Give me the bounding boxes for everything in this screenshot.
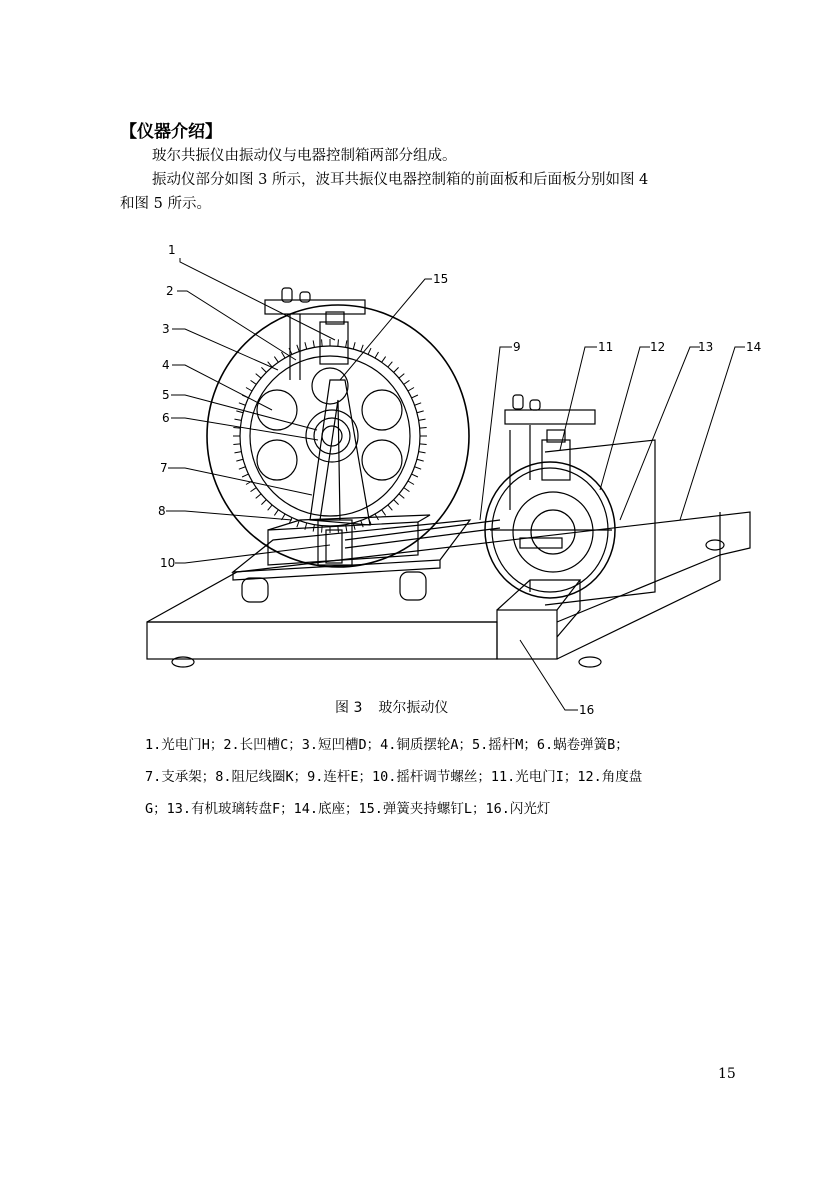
gear-tooth <box>382 357 386 363</box>
gear-tooth <box>408 388 414 392</box>
gear-tooth <box>419 452 426 453</box>
callout-8: 8 <box>158 504 166 518</box>
gear-tooth <box>404 488 410 492</box>
intro-paragraph-1: 玻尔共振仪由振动仪与电器控制箱两部分组成。 <box>152 148 457 164</box>
callout-13: 13 <box>698 340 714 354</box>
gear-tooth <box>233 444 240 445</box>
gear-tooth <box>399 494 404 498</box>
callout-3: 3 <box>162 322 170 336</box>
gear-tooth <box>234 419 241 420</box>
gear-tooth <box>274 357 278 363</box>
callout-15: 15 <box>433 272 449 286</box>
legend-line-3: G；13.有机玻璃转盘F；14.底座；15.弹簧夹持螺钉L；16.闪光灯 <box>145 801 551 817</box>
gear-tooth <box>305 523 307 530</box>
gear-tooth <box>368 348 371 354</box>
gear-tooth <box>404 380 410 384</box>
gear-tooth <box>239 467 246 469</box>
gear-tooth <box>236 459 243 461</box>
gear-tooth <box>233 428 240 429</box>
gear-tooth <box>239 403 246 405</box>
page-number: 15 <box>718 1066 736 1082</box>
gear-tooth <box>305 342 307 349</box>
gear-tooth <box>419 419 426 420</box>
callout-1: 1 <box>168 243 176 257</box>
gear-tooth <box>408 481 414 485</box>
gear-tooth <box>420 444 427 445</box>
gear-tooth <box>412 474 418 477</box>
gear-tooth <box>375 352 379 358</box>
gear-tooth <box>388 505 392 510</box>
gear-tooth <box>415 467 422 469</box>
gear-tooth <box>297 521 299 528</box>
gear-tooth <box>313 340 314 347</box>
callout-4: 4 <box>162 358 170 372</box>
gear-tooth <box>361 345 363 352</box>
figure-number: 图 3 <box>335 700 363 716</box>
legend-line-2: 7.支承架；8.阻尼线圈K；9.连杆E；10.摇杆调节螺丝；11.光电门I；12.角度盘 <box>145 769 643 785</box>
figure-title: 玻尔振动仪 <box>378 700 449 716</box>
gear-tooth <box>420 428 427 429</box>
callout-16: 16 <box>579 703 595 717</box>
callout-11: 11 <box>598 340 614 354</box>
gear-tooth <box>382 510 386 516</box>
gear-tooth <box>256 494 261 498</box>
gear-tooth <box>251 380 257 384</box>
gear-tooth <box>246 388 252 392</box>
figure-caption <box>335 697 464 717</box>
section-title: 【仪器介绍】 <box>120 122 222 142</box>
callout-12: 12 <box>650 340 666 354</box>
callout-7: 7 <box>160 461 168 475</box>
gear-tooth <box>353 342 355 349</box>
callout-2: 2 <box>166 284 174 298</box>
legend-line-1: 1.光电门H；2.长凹槽C；3.短凹槽D；4.铜质摆轮A；5.摇杆M；6.蜗卷弹簧B； <box>145 737 629 753</box>
gear-tooth <box>234 452 241 453</box>
callout-10: 10 <box>160 556 176 570</box>
gear-tooth <box>256 374 261 378</box>
gear-tooth <box>261 500 266 505</box>
gear-tooth <box>274 510 278 516</box>
gear-tooth <box>394 500 399 505</box>
gear-tooth <box>242 474 248 477</box>
gear-tooth <box>417 459 424 461</box>
callout-14: 14 <box>746 340 762 354</box>
gear-tooth <box>261 367 266 372</box>
gear-tooth <box>236 411 243 413</box>
gear-tooth <box>412 395 418 398</box>
gear-tooth <box>417 411 424 413</box>
gear-tooth <box>322 339 323 346</box>
callout-5: 5 <box>162 388 170 402</box>
gear-tooth <box>399 374 404 378</box>
gear-tooth <box>251 488 257 492</box>
gear-tooth <box>297 345 299 352</box>
gear-tooth <box>346 340 347 347</box>
callout-6: 6 <box>162 411 170 425</box>
gear-tooth <box>338 339 339 346</box>
intro-paragraph-2: 振动仪部分如图 3 所示，波耳共振仪电器控制箱的前面板和后面板分别如图 4 <box>152 172 649 188</box>
gear-tooth <box>388 362 392 367</box>
gear-tooth <box>415 403 422 405</box>
gear-tooth <box>394 367 399 372</box>
gear-tooth <box>268 505 272 510</box>
intro-paragraph-3: 和图 5 所示。 <box>120 196 211 212</box>
callout-9: 9 <box>513 340 521 354</box>
